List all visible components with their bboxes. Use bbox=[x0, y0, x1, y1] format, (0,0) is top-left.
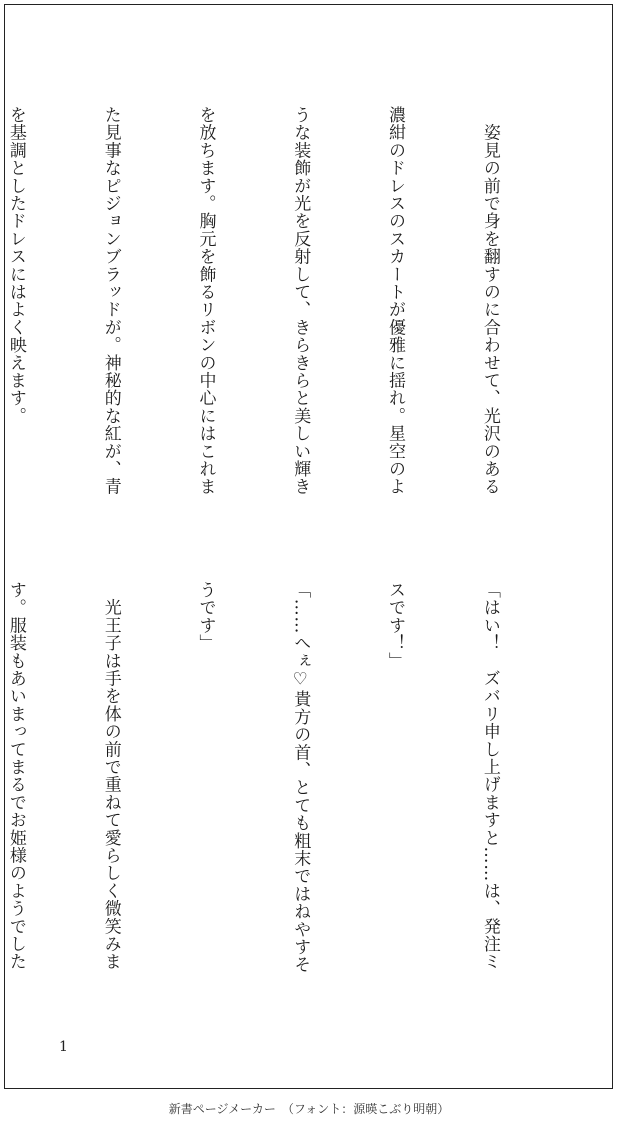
footer-caption: 新書ページメーカー （フォント：源暎こぶり明朝） bbox=[168, 1102, 450, 1116]
text-line: 「……へぇ♡貴方の首、とても粗末ではねやすそ bbox=[290, 581, 311, 974]
text-line: 姿見の前で身を翻すのに合わせて、光沢のある bbox=[479, 106, 500, 496]
text-line: す。服装もあいまってまるでお姫様のようでした bbox=[5, 581, 26, 971]
text-line: を基調としたドレスにはよく映えます。 bbox=[5, 106, 26, 425]
text-line: うです」 bbox=[195, 581, 216, 652]
text-line: 「はい！ ズバリ申し上げますと……は、発注ミ bbox=[479, 581, 500, 971]
text-line: スです！」 bbox=[385, 581, 406, 670]
text-line: 光王子は手を体の前で重ねて愛らしく微笑みま bbox=[100, 581, 121, 971]
upper-text-block bbox=[0, 106, 568, 556]
text-line: うな装飾が光を反射して、きらきらと美しい輝き bbox=[290, 106, 311, 496]
book-page bbox=[4, 4, 613, 1089]
text-line: を放ちます。胸元を飾るリボンの中心にはこれま bbox=[195, 106, 216, 496]
page-number: 1 bbox=[59, 1039, 68, 1055]
text-line: 濃紺のドレスのスカートが優雅に揺れ。星空のよ bbox=[385, 106, 406, 496]
text-line: た見事なピジョンブラッドが。神秘的な紅が、青 bbox=[100, 106, 121, 496]
lower-text-block bbox=[0, 581, 568, 1031]
